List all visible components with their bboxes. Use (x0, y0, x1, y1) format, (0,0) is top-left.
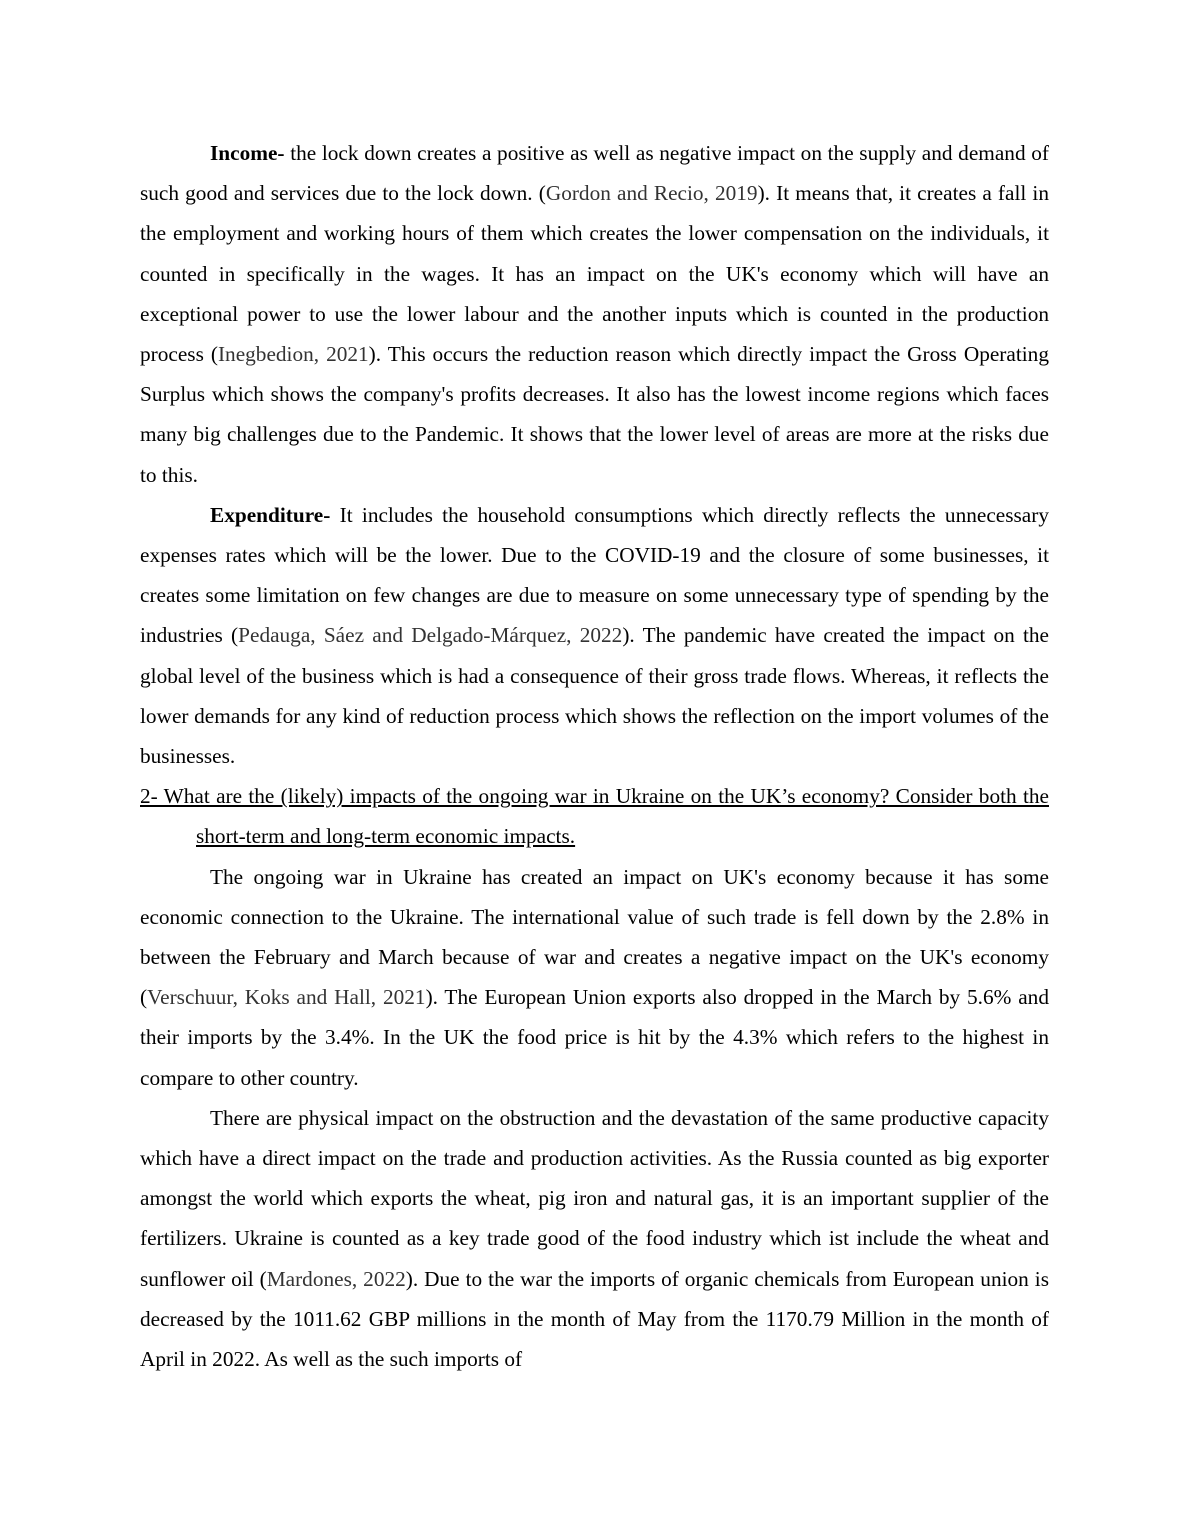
citation-verschuur: Verschuur, Koks and Hall, 2021 (147, 985, 426, 1010)
document-page (140, 133, 1049, 1379)
citation-mardones: Mardones, 2022 (266, 1266, 406, 1291)
war2-text-1: There are physical impact on the obstruction and the devastation of the same productive capacity which have a direct impact on the trade and production activities. As the Russia counted as big exporter amongst the world which exports the wheat, pig iron and natural gas, it is an important supplier of the fertilizers. Ukraine is counted as a key trade good of the food industry which ist include the wheat and sunflower oil ( (140, 1105, 1049, 1291)
war2-text-2: ). Due to the war the imports of organic chemicals from European union is decreased by the 1011.62 GBP millions in the month of May from the 1170.79 Million in the month of April in 2022. As well as the such imports of (140, 1266, 1049, 1372)
income-text-3: ). This occurs the reduction reason which directly impact the Gross Operating Surplus which shows the company's profits decreases. It also has the lowest income regions which faces many big challenges due to the Pandemic. It shows that the lower level of areas are more at the risks due to this. (140, 342, 1049, 487)
income-heading: Income- (210, 141, 285, 165)
citation-gordon-recio: Gordon and Recio, 2019 (545, 181, 758, 206)
war-paragraph-2 (140, 1098, 1049, 1379)
war-paragraph-1 (140, 857, 1049, 1098)
expenditure-paragraph (140, 495, 1049, 776)
expenditure-text-2: ). The pandemic have created the impact on the global level of the business which is had a consequence of their gross trade flows. Whereas, it reflects the lower demands for any kind of reduction process which shows the reflection on the import volumes of the businesses. (140, 623, 1050, 769)
citation-inegbedion: Inegbedion, 2021 (217, 342, 369, 367)
question-heading: 2- What are the (likely) impacts of the ongoing war in Ukraine on the UK’s economy? Consider both the short-term and long-term economic impacts. (140, 784, 1049, 849)
expenditure-heading: Expenditure- (210, 502, 331, 527)
war-text-2: ). The European Union exports also dropped in the March by 5.6% and their imports by the 3.4%. In the UK the food price is hit by the 4.3% which refers to the highest in compare to other country. (140, 985, 1049, 1090)
citation-pedauga: Pedauga, Sáez and Delgado-Márquez, 2022 (238, 623, 623, 648)
income-text-1: the lock down creates a positive as well as negative impact on the supply and demand of such good and services due to the lock down. ( (140, 141, 1049, 206)
income-paragraph (140, 133, 1049, 495)
war-text-1: The ongoing war in Ukraine has created an impact on UK's economy because it has some economic connection to the Ukraine. The international value of such trade is fell down by the 2.8% in between the February and March because of war and creates a negative impact on the UK's economy ( (140, 864, 1049, 1010)
expenditure-text-1: It includes the household consumptions which directly reflects the unnecessary expenses rates which will be the lower. Due to the COVID-19 and the closure of some businesses, it creates some limitation on few changes are due to measure on some unnecessary type of spending by the industries ( (140, 502, 1049, 648)
income-text-2: ). It means that, it creates a fall in the employment and working hours of them which creates the lower compensation on the individuals, it counted in specifically in the wages. It has an impact on the UK's economy which will have an exceptional power to use the lower labour and the another inputs which is counted in the production process ( (140, 181, 1049, 367)
